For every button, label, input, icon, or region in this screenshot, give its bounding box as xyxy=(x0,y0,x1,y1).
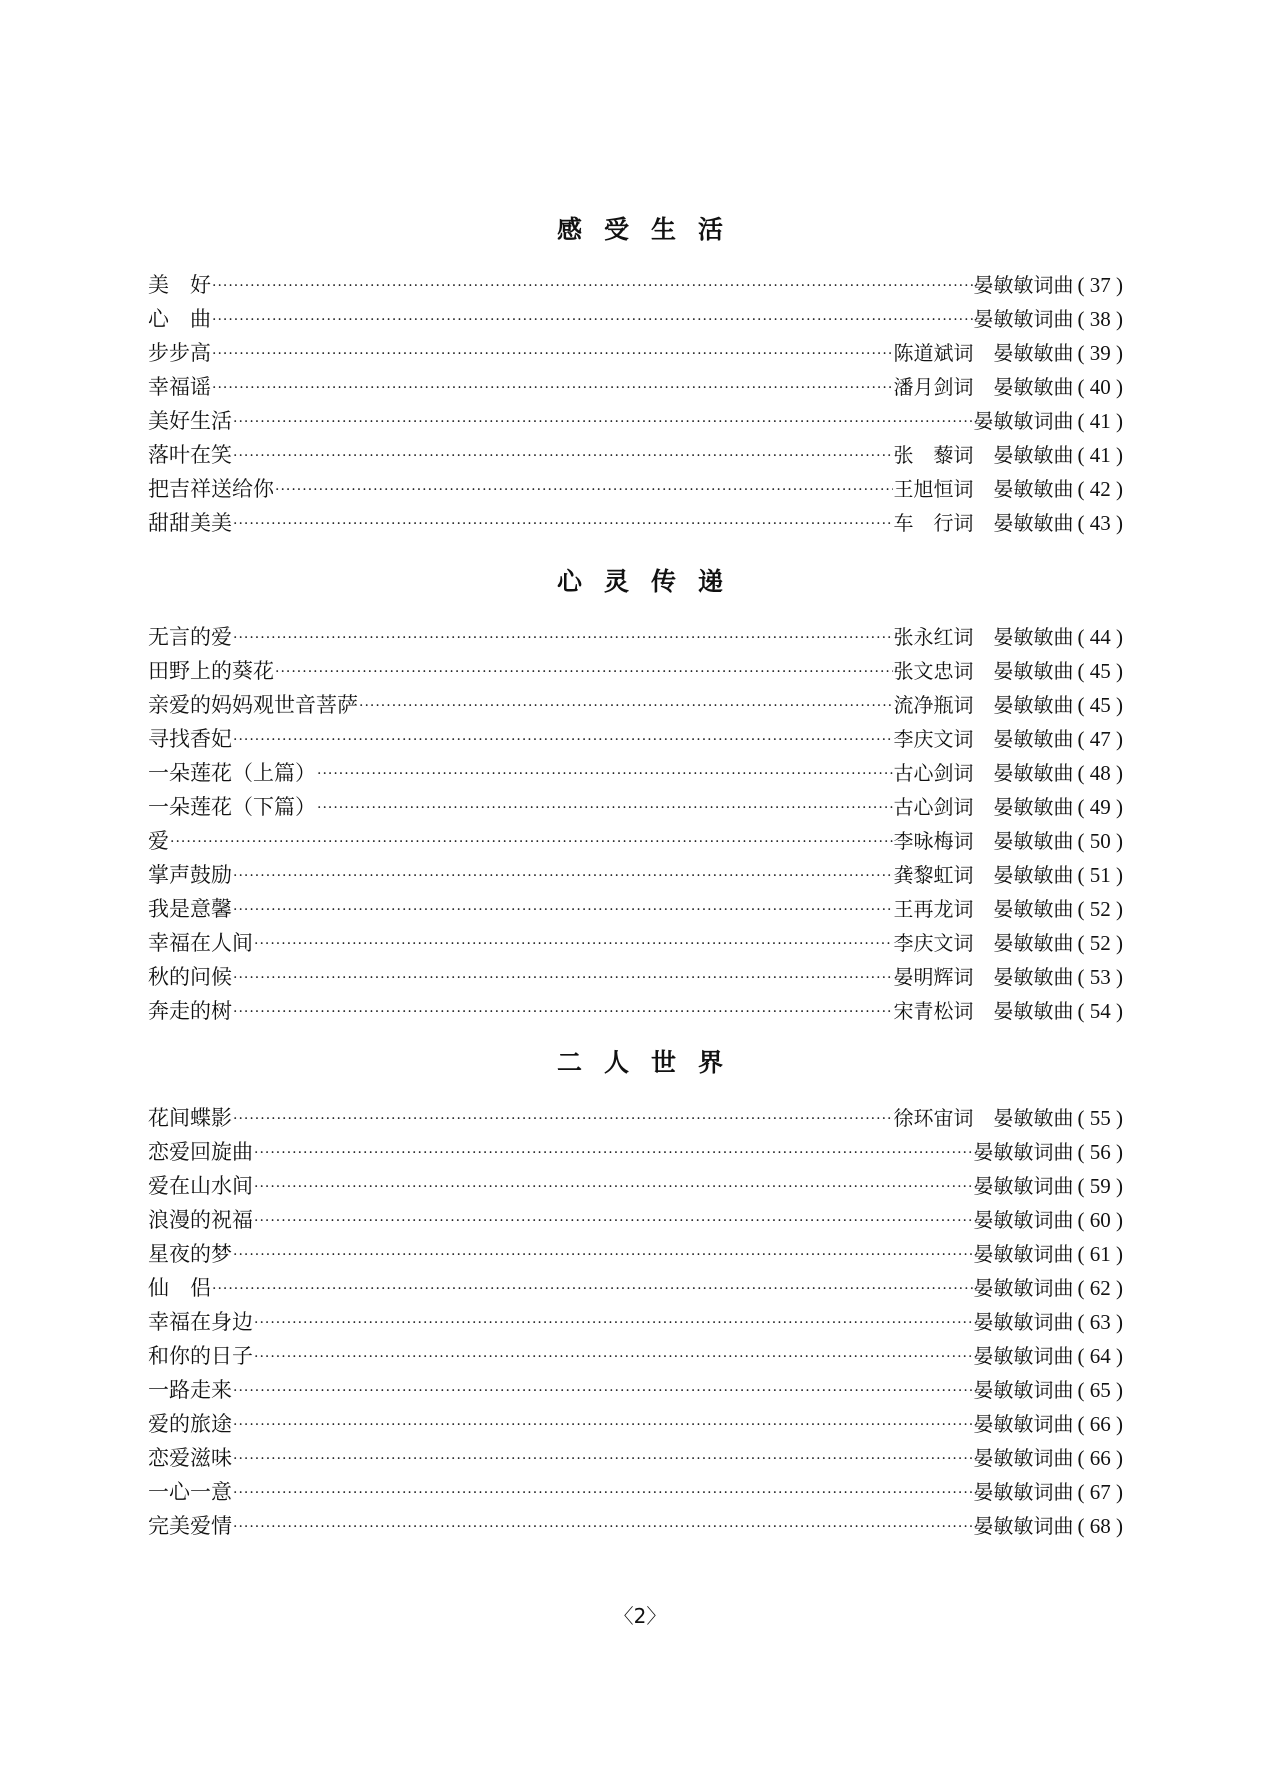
toc-entry[interactable] xyxy=(148,1407,1123,1441)
entry-title: 美好生活 xyxy=(148,409,232,433)
toc-entry[interactable] xyxy=(148,1305,1123,1339)
entry-page-number: 53 xyxy=(1089,965,1111,989)
entry-page: ( 59 ) xyxy=(1077,1174,1123,1198)
entry-page-number: 66 xyxy=(1089,1446,1111,1470)
entry-title: 星夜的梦 xyxy=(148,1242,232,1266)
entry-page-number: 56 xyxy=(1089,1140,1111,1164)
toc-entry[interactable] xyxy=(148,1441,1123,1475)
toc-entry[interactable] xyxy=(148,824,1123,858)
entry-page: ( 53 ) xyxy=(1077,965,1123,989)
entry-page-number: 48 xyxy=(1089,761,1111,785)
entry-credit: 李咏梅词 晏敏敏曲 xyxy=(893,829,1074,853)
entry-title: 把吉祥送给你 xyxy=(148,477,274,501)
toc-entry[interactable] xyxy=(148,336,1123,370)
entry-page: ( 56 ) xyxy=(1077,1140,1123,1164)
entry-credit: 张文忠词 晏敏敏曲 xyxy=(893,659,1074,683)
entry-page: ( 45 ) xyxy=(1077,693,1123,717)
entry-credit: 晏敏敏词曲 xyxy=(973,1480,1074,1504)
entry-title: 仙 侣 xyxy=(148,1276,211,1300)
dot-leader xyxy=(317,757,893,791)
entry-page-number: 40 xyxy=(1089,375,1111,399)
toc-entry[interactable] xyxy=(148,1475,1123,1509)
entry-credit: 晏敏敏词曲 xyxy=(973,1242,1074,1266)
dot-leader xyxy=(359,689,893,723)
dot-leader xyxy=(233,439,893,473)
entry-page: ( 37 ) xyxy=(1077,273,1123,297)
entry-credit: 晏敏敏词曲 xyxy=(973,1310,1074,1334)
entry-page: ( 38 ) xyxy=(1077,307,1123,331)
entry-page-number: 65 xyxy=(1089,1378,1111,1402)
entry-page: ( 40 ) xyxy=(1077,375,1123,399)
toc-entry[interactable] xyxy=(148,506,1123,540)
entry-credit: 古心剑词 晏敏敏曲 xyxy=(893,761,1074,785)
entry-credit: 晏敏敏词曲 xyxy=(973,273,1074,297)
entry-page-number: 54 xyxy=(1089,999,1111,1023)
toc-entry[interactable] xyxy=(148,756,1123,790)
entry-page-number: 38 xyxy=(1089,307,1111,331)
dot-leader xyxy=(233,507,893,541)
entry-page: ( 49 ) xyxy=(1077,795,1123,819)
dot-leader xyxy=(170,825,893,859)
entry-title: 恋爱滋味 xyxy=(148,1446,232,1470)
toc-list xyxy=(148,1101,1123,1543)
toc-entry[interactable] xyxy=(148,1271,1123,1305)
toc-entry[interactable] xyxy=(148,438,1123,472)
dot-leader xyxy=(233,1238,973,1272)
entry-title: 落叶在笑 xyxy=(148,443,232,467)
dot-leader xyxy=(317,791,893,825)
entry-title: 幸福谣 xyxy=(148,375,211,399)
dot-leader xyxy=(254,927,893,961)
entry-page: ( 60 ) xyxy=(1077,1208,1123,1232)
entry-title: 浪漫的祝福 xyxy=(148,1208,253,1232)
dot-leader xyxy=(275,655,893,689)
entry-credit: 晏敏敏词曲 xyxy=(973,1174,1074,1198)
entry-credit: 晏敏敏词曲 xyxy=(973,1378,1074,1402)
entry-credit: 张永红词 晏敏敏曲 xyxy=(893,625,1074,649)
entry-title: 爱的旅途 xyxy=(148,1412,232,1436)
entry-title: 田野上的葵花 xyxy=(148,659,274,683)
toc-entry[interactable] xyxy=(148,688,1123,722)
dot-leader xyxy=(275,473,893,507)
dot-leader xyxy=(212,269,973,303)
entry-page-number: 39 xyxy=(1089,341,1111,365)
entry-credit: 晏敏敏词曲 xyxy=(973,1412,1074,1436)
entry-credit: 王旭恒词 晏敏敏曲 xyxy=(893,477,1074,501)
dot-leader xyxy=(233,1442,973,1476)
toc-entry[interactable] xyxy=(148,404,1123,438)
entry-title: 无言的爱 xyxy=(148,625,232,649)
dot-leader xyxy=(212,303,973,337)
dot-leader xyxy=(233,893,893,927)
entry-title: 寻找香妃 xyxy=(148,727,232,751)
entry-title: 掌声鼓励 xyxy=(148,863,232,887)
entry-credit: 晏敏敏词曲 xyxy=(973,1514,1074,1538)
dot-leader xyxy=(233,1510,973,1544)
entry-title: 步步高 xyxy=(148,341,211,365)
toc-entry[interactable] xyxy=(148,1509,1123,1543)
entry-page: ( 66 ) xyxy=(1077,1446,1123,1470)
entry-credit: 晏明辉词 晏敏敏曲 xyxy=(893,965,1074,989)
toc-entry[interactable] xyxy=(148,620,1123,654)
toc-entry[interactable] xyxy=(148,960,1123,994)
entry-credit: 晏敏敏词曲 xyxy=(973,1344,1074,1368)
entry-page-number: 59 xyxy=(1089,1174,1111,1198)
entry-page-number: 44 xyxy=(1089,625,1111,649)
dot-leader xyxy=(254,1204,973,1238)
toc-entry[interactable] xyxy=(148,994,1123,1028)
entry-credit: 徐环宙词 晏敏敏曲 xyxy=(893,1106,1074,1130)
dot-leader xyxy=(233,1408,973,1442)
entry-page: ( 52 ) xyxy=(1077,897,1123,921)
entry-page: ( 55 ) xyxy=(1077,1106,1123,1130)
entry-page-number: 41 xyxy=(1089,443,1111,467)
toc-list xyxy=(148,620,1123,1028)
toc-entry[interactable] xyxy=(148,654,1123,688)
entry-page-number: 49 xyxy=(1089,795,1111,819)
entry-credit: 车 行词 晏敏敏曲 xyxy=(893,511,1074,535)
entry-page: ( 39 ) xyxy=(1077,341,1123,365)
entry-page-number: 60 xyxy=(1089,1208,1111,1232)
entry-page: ( 63 ) xyxy=(1077,1310,1123,1334)
toc-entry[interactable] xyxy=(148,790,1123,824)
entry-page-number: 62 xyxy=(1089,1276,1111,1300)
entry-credit: 宋青松词 晏敏敏曲 xyxy=(893,999,1074,1023)
entry-credit: 潘月剑词 晏敏敏曲 xyxy=(893,375,1074,399)
dot-leader xyxy=(233,1476,973,1510)
dot-leader xyxy=(233,1374,973,1408)
entry-page: ( 45 ) xyxy=(1077,659,1123,683)
section-title: 心灵传递 xyxy=(556,567,745,596)
toc-entry[interactable] xyxy=(148,1169,1123,1203)
entry-page: ( 67 ) xyxy=(1077,1480,1123,1504)
entry-page-number: 66 xyxy=(1089,1412,1111,1436)
entry-title: 一心一意 xyxy=(148,1480,232,1504)
toc-entry[interactable] xyxy=(148,1135,1123,1169)
dot-leader xyxy=(254,1340,973,1374)
entry-credit: 晏敏敏词曲 xyxy=(973,1276,1074,1300)
entry-title: 花间蝶影 xyxy=(148,1106,232,1130)
entry-page-number: 43 xyxy=(1089,511,1111,535)
toc-entry[interactable] xyxy=(148,472,1123,506)
toc-entry[interactable] xyxy=(148,858,1123,892)
toc-entry[interactable] xyxy=(148,892,1123,926)
entry-page-number: 52 xyxy=(1089,897,1111,921)
entry-page-number: 41 xyxy=(1089,409,1111,433)
dot-leader xyxy=(233,859,893,893)
entry-page-number: 52 xyxy=(1089,931,1111,955)
entry-page: ( 41 ) xyxy=(1077,443,1123,467)
entry-title: 幸福在身边 xyxy=(148,1310,253,1334)
entry-credit: 晏敏敏词曲 xyxy=(973,1140,1074,1164)
entry-title: 爱在山水间 xyxy=(148,1174,253,1198)
entry-title: 完美爱情 xyxy=(148,1514,232,1538)
dot-leader xyxy=(212,337,893,371)
toc-entry[interactable] xyxy=(148,1373,1123,1407)
entry-page-number: 45 xyxy=(1089,659,1111,683)
dot-leader xyxy=(233,1102,893,1136)
entry-page: ( 44 ) xyxy=(1077,625,1123,649)
entry-title: 和你的日子 xyxy=(148,1344,253,1368)
entry-page-number: 55 xyxy=(1089,1106,1111,1130)
toc-entry[interactable] xyxy=(148,370,1123,404)
entry-page-number: 63 xyxy=(1089,1310,1111,1334)
dot-leader xyxy=(233,995,893,1029)
entry-page-number: 42 xyxy=(1089,477,1111,501)
entry-title: 奔走的树 xyxy=(148,999,232,1023)
dot-leader xyxy=(212,1272,973,1306)
entry-credit: 流净瓶词 晏敏敏曲 xyxy=(893,693,1074,717)
entry-page: ( 41 ) xyxy=(1077,409,1123,433)
entry-page: ( 66 ) xyxy=(1077,1412,1123,1436)
entry-page-number: 45 xyxy=(1089,693,1111,717)
toc-entry[interactable] xyxy=(148,926,1123,960)
entry-title: 恋爱回旋曲 xyxy=(148,1140,253,1164)
entry-credit: 李庆文词 晏敏敏曲 xyxy=(893,727,1074,751)
entry-credit: 王再龙词 晏敏敏曲 xyxy=(893,897,1074,921)
entry-credit: 晏敏敏词曲 xyxy=(973,1446,1074,1470)
toc-entry[interactable] xyxy=(148,268,1123,302)
toc-list xyxy=(148,268,1123,540)
dot-leader xyxy=(233,961,893,995)
toc-entry[interactable] xyxy=(148,302,1123,336)
entry-page: ( 42 ) xyxy=(1077,477,1123,501)
dot-leader xyxy=(233,621,893,655)
dot-leader xyxy=(254,1136,973,1170)
dot-leader xyxy=(233,405,973,439)
entry-credit: 晏敏敏词曲 xyxy=(973,409,1074,433)
entry-page: ( 51 ) xyxy=(1077,863,1123,887)
toc-entry[interactable] xyxy=(148,1237,1123,1271)
entry-page-number: 64 xyxy=(1089,1344,1111,1368)
entry-page: ( 65 ) xyxy=(1077,1378,1123,1402)
entry-page: ( 62 ) xyxy=(1077,1276,1123,1300)
entry-credit: 陈道斌词 晏敏敏曲 xyxy=(893,341,1074,365)
dot-leader xyxy=(254,1170,973,1204)
toc-entry[interactable] xyxy=(148,1203,1123,1237)
entry-page-number: 68 xyxy=(1089,1514,1111,1538)
page-number: 〈2〉 xyxy=(613,1604,667,1628)
toc-entry[interactable] xyxy=(148,1339,1123,1373)
entry-title: 幸福在人间 xyxy=(148,931,253,955)
entry-page: ( 48 ) xyxy=(1077,761,1123,785)
entry-page: ( 64 ) xyxy=(1077,1344,1123,1368)
dot-leader xyxy=(212,371,893,405)
entry-page-number: 37 xyxy=(1089,273,1111,297)
entry-page: ( 50 ) xyxy=(1077,829,1123,853)
entry-page: ( 54 ) xyxy=(1077,999,1123,1023)
entry-title: 一朵莲花（上篇） xyxy=(148,761,316,785)
section-title: 感受生活 xyxy=(556,215,745,244)
dot-leader xyxy=(254,1306,973,1340)
entry-page: ( 47 ) xyxy=(1077,727,1123,751)
entry-page-number: 61 xyxy=(1089,1242,1111,1266)
entry-page-number: 67 xyxy=(1089,1480,1111,1504)
entry-page: ( 61 ) xyxy=(1077,1242,1123,1266)
entry-page: ( 52 ) xyxy=(1077,931,1123,955)
entry-title: 美 好 xyxy=(148,273,211,297)
entry-title: 一路走来 xyxy=(148,1378,232,1402)
entry-title: 我是意馨 xyxy=(148,897,232,921)
entry-credit: 晏敏敏词曲 xyxy=(973,307,1074,331)
entry-title: 心 曲 xyxy=(148,307,211,331)
entry-page-number: 47 xyxy=(1089,727,1111,751)
toc-entry[interactable] xyxy=(148,1101,1123,1135)
entry-credit: 张 藜词 晏敏敏曲 xyxy=(893,443,1074,467)
toc-entry[interactable] xyxy=(148,722,1123,756)
entry-page: ( 68 ) xyxy=(1077,1514,1123,1538)
entry-page-number: 50 xyxy=(1089,829,1111,853)
entry-title: 一朵莲花（下篇） xyxy=(148,795,316,819)
entry-credit: 龚黎虹词 晏敏敏曲 xyxy=(893,863,1074,887)
entry-credit: 古心剑词 晏敏敏曲 xyxy=(893,795,1074,819)
entry-title: 秋的问候 xyxy=(148,965,232,989)
dot-leader xyxy=(233,723,893,757)
entry-credit: 李庆文词 晏敏敏曲 xyxy=(893,931,1074,955)
entry-title: 爱 xyxy=(148,829,169,853)
entry-title: 甜甜美美 xyxy=(148,511,232,535)
entry-title: 亲爱的妈妈观世音菩萨 xyxy=(148,693,358,717)
entry-page-number: 51 xyxy=(1089,863,1111,887)
entry-page: ( 43 ) xyxy=(1077,511,1123,535)
entry-credit: 晏敏敏词曲 xyxy=(973,1208,1074,1232)
section-title: 二人世界 xyxy=(556,1048,745,1077)
